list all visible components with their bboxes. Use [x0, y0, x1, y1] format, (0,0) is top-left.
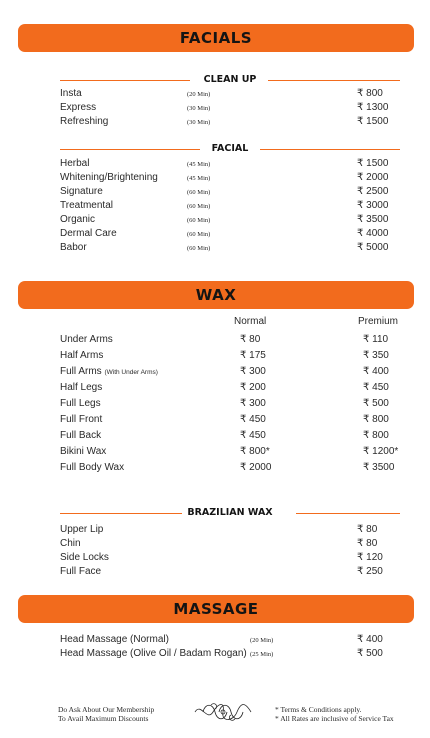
service-price: ₹ 80	[357, 524, 378, 535]
membership-note-line: Do Ask About Our Membership	[58, 705, 155, 714]
premium-price: ₹ 450	[363, 382, 389, 393]
table-row	[60, 429, 400, 443]
service-price: ₹ 250	[357, 566, 383, 577]
service-name: Half Arms	[60, 350, 104, 361]
brazilian-subheading	[60, 506, 400, 520]
service-name: Head Massage (Olive Oil / Badam Rogan)	[60, 648, 247, 659]
service-duration: (45 Min)	[187, 175, 211, 182]
service-name: Dermal Care	[60, 228, 117, 239]
normal-price: ₹ 200	[240, 382, 266, 393]
service-name: Under Arms	[60, 334, 113, 345]
table-row	[60, 365, 400, 379]
premium-price: ₹ 3500	[363, 462, 395, 473]
table-row	[60, 333, 400, 347]
list-item	[60, 213, 400, 227]
cleanup-subheading	[60, 73, 400, 87]
list-item	[60, 199, 400, 213]
service-duration: (60 Min)	[187, 231, 211, 238]
column-header-normal: Normal	[234, 316, 267, 327]
service-price: ₹ 2000	[357, 172, 389, 183]
premium-price: ₹ 500	[363, 398, 389, 409]
service-name: Express	[60, 102, 97, 113]
normal-price: ₹ 80	[240, 334, 261, 345]
premium-price: ₹ 1200*	[363, 446, 399, 457]
service-name: Full Back	[60, 430, 102, 441]
service-duration: (25 Min)	[250, 651, 274, 658]
service-name: Full Face	[60, 566, 102, 577]
normal-price: ₹ 2000	[240, 462, 272, 473]
service-name: Herbal	[60, 158, 90, 169]
list-item	[60, 647, 400, 661]
service-price: ₹ 800	[357, 88, 383, 99]
service-price: ₹ 1300	[357, 102, 389, 113]
wax-banner: WAX	[18, 281, 414, 309]
table-row	[60, 461, 400, 475]
table-row	[60, 381, 400, 395]
service-duration: (60 Min)	[187, 245, 211, 252]
list-item	[60, 565, 400, 579]
column-header-premium: Premium	[358, 316, 399, 327]
service-name: Organic	[60, 214, 96, 225]
service-duration: (30 Min)	[187, 119, 211, 126]
list-item	[60, 241, 400, 255]
service-duration: (45 Min)	[187, 161, 211, 168]
list-item	[60, 171, 400, 185]
service-name: Side Locks	[60, 552, 109, 563]
table-row	[60, 445, 400, 459]
service-note: (With Under Arms)	[104, 369, 158, 376]
flourish-ornament-icon	[193, 697, 253, 727]
list-item	[60, 87, 400, 101]
service-name: Insta	[60, 88, 82, 99]
premium-price: ₹ 400	[363, 366, 389, 377]
divider-right	[268, 80, 400, 81]
service-duration: (60 Min)	[187, 203, 211, 210]
service-price: ₹ 2500	[357, 186, 389, 197]
service-name: Half Legs	[60, 382, 103, 393]
list-item	[60, 551, 400, 565]
divider-right	[260, 149, 400, 150]
service-name: Full Legs	[60, 398, 101, 409]
service-price: ₹ 1500	[357, 116, 389, 127]
service-name: Signature	[60, 186, 103, 197]
premium-price: ₹ 350	[363, 350, 389, 361]
terms-note	[275, 705, 394, 723]
massage-banner: MASSAGE	[18, 595, 414, 623]
table-row	[60, 413, 400, 427]
list-item	[60, 101, 400, 115]
normal-price: ₹ 300	[240, 366, 266, 377]
service-name-with-note	[60, 365, 158, 380]
service-name: Full Front	[60, 414, 103, 425]
list-item	[60, 185, 400, 199]
service-price: ₹ 400	[357, 634, 383, 645]
service-name: Chin	[60, 538, 81, 549]
divider-right	[296, 513, 400, 514]
service-price: ₹ 5000	[357, 242, 389, 253]
list-item	[60, 537, 400, 551]
premium-price: ₹ 800	[363, 430, 389, 441]
table-row	[60, 397, 400, 411]
service-name: Babor	[60, 242, 87, 253]
service-name: Full Arms	[60, 366, 102, 377]
normal-price: ₹ 800*	[240, 446, 270, 457]
service-price: ₹ 1500	[357, 158, 389, 169]
service-price: ₹ 3000	[357, 200, 389, 211]
normal-price: ₹ 450	[240, 430, 266, 441]
service-name: Full Body Wax	[60, 462, 125, 473]
list-item	[60, 633, 400, 647]
brazilian-heading: BRAZILIAN WAX	[187, 507, 273, 518]
facial-heading: FACIAL	[211, 143, 249, 154]
terms-note-line: * All Rates are inclusive of Service Tax	[275, 714, 394, 723]
membership-note	[58, 705, 154, 723]
normal-price: ₹ 450	[240, 414, 266, 425]
list-item	[60, 227, 400, 241]
table-row	[60, 349, 400, 363]
service-name: Head Massage (Normal)	[60, 634, 169, 645]
terms-note-line: * Terms & Conditions apply.	[275, 705, 362, 714]
service-duration: (20 Min)	[187, 91, 211, 98]
service-duration: (30 Min)	[187, 105, 211, 112]
service-price: ₹ 4000	[357, 228, 389, 239]
normal-price: ₹ 175	[240, 350, 266, 361]
service-price: ₹ 500	[357, 648, 383, 659]
service-price: ₹ 80	[357, 538, 378, 549]
service-name: Whitening/Brightening	[60, 172, 158, 183]
service-duration: (60 Min)	[187, 189, 211, 196]
membership-note-line: To Avail Maximum Discounts	[58, 714, 149, 723]
list-item	[60, 157, 400, 171]
facial-subheading	[60, 142, 400, 156]
service-duration: (60 Min)	[187, 217, 211, 224]
service-duration: (20 Min)	[250, 637, 274, 644]
facials-banner: FACIALS	[18, 24, 414, 52]
normal-price: ₹ 300	[240, 398, 266, 409]
list-item	[60, 115, 400, 129]
cleanup-heading: CLEAN UP	[203, 74, 257, 85]
premium-price: ₹ 110	[363, 334, 389, 345]
service-name: Bikini Wax	[60, 446, 107, 457]
service-name: Upper Lip	[60, 524, 104, 535]
premium-price: ₹ 800	[363, 414, 389, 425]
service-price: ₹ 120	[357, 552, 383, 563]
service-name: Treatmental	[60, 200, 113, 211]
service-price: ₹ 3500	[357, 214, 389, 225]
service-name: Refreshing	[60, 116, 109, 127]
list-item	[60, 523, 400, 537]
